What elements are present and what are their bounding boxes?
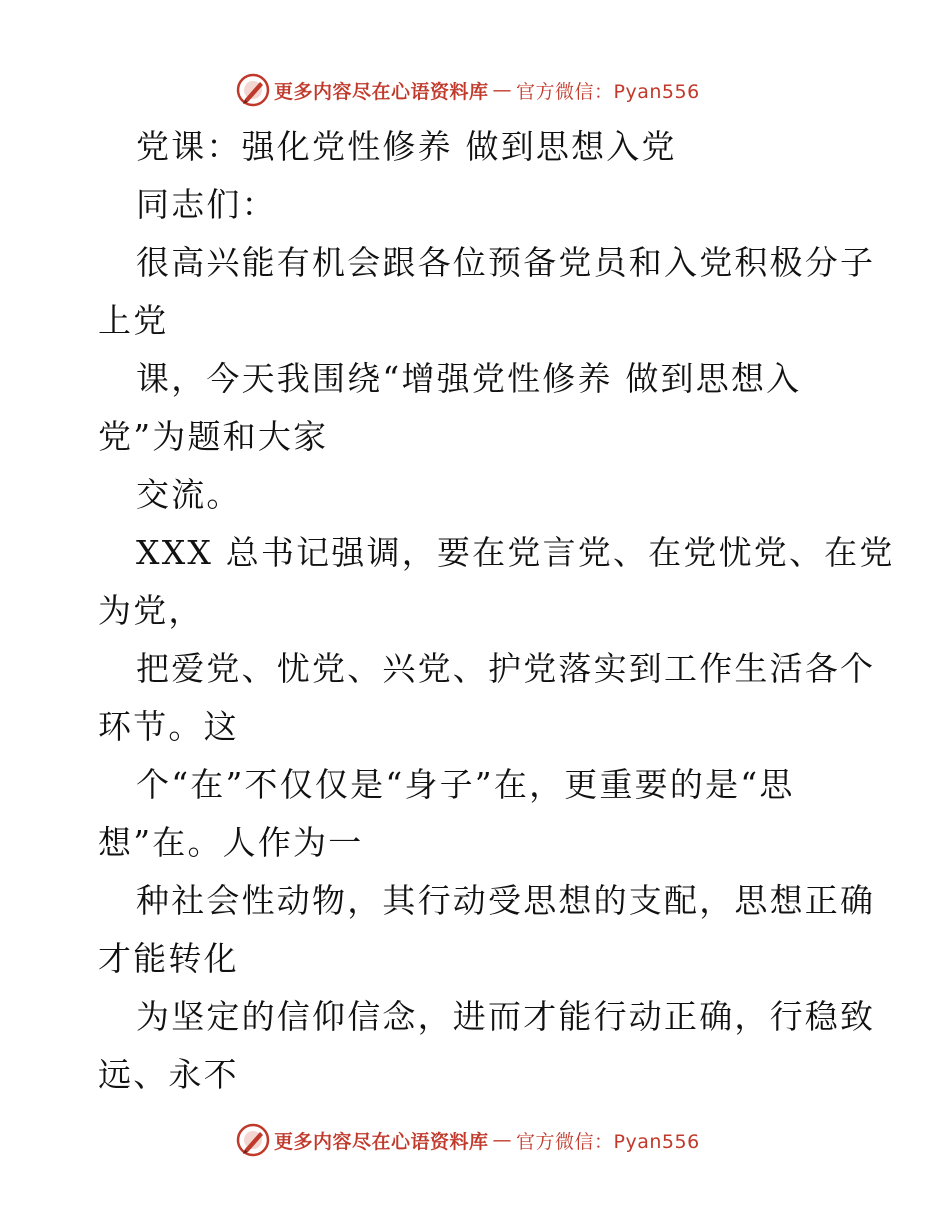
pen-logo-icon	[236, 1123, 270, 1157]
watermark-text: 更多内容尽在心语资料库	[274, 1130, 489, 1153]
watermark-separator: —	[492, 1129, 513, 1151]
watermark-text: 更多内容尽在心语资料库	[274, 80, 489, 103]
text-line: 个“在”不仅仅是“身子”在，更重要的是“思	[136, 765, 795, 804]
watermark-wechat: 官方微信：Pyan556	[516, 1130, 700, 1153]
text-line: 环节。这	[98, 707, 239, 746]
text-line: 课，今天我围绕“增强党性修养 做到思想入	[136, 359, 802, 398]
text-line: 上党	[98, 301, 169, 340]
watermark-separator: —	[492, 79, 513, 101]
text-line: 党课：强化党性修养 做到思想入党	[136, 127, 677, 166]
text-line: 党”为题和大家	[98, 417, 329, 456]
text-line: 同志们：	[136, 185, 277, 224]
text-line: XXX 总书记强调，要在党言党、在党忧党、在党	[136, 533, 895, 572]
footer-watermark	[236, 1122, 700, 1158]
watermark-wechat: 官方微信：Pyan556	[516, 80, 700, 103]
header-watermark	[236, 72, 700, 108]
document-body	[98, 118, 895, 1104]
text-line: 把爱党、忧党、兴党、护党落实到工作生活各个	[136, 649, 876, 688]
text-line: 为坚定的信仰信念，进而才能行动正确，行稳致	[136, 997, 876, 1036]
text-line: 才能转化	[98, 939, 239, 978]
text-line: 交流。	[136, 475, 242, 514]
text-line: 远、永不	[98, 1055, 239, 1094]
text-line: 很高兴能有机会跟各位预备党员和入党积极分子	[136, 243, 876, 282]
text-line: 种社会性动物，其行动受思想的支配，思想正确	[136, 881, 876, 920]
text-line: 为党，	[98, 591, 204, 630]
text-line: 想”在。人作为一	[98, 823, 364, 862]
pen-logo-icon	[236, 73, 270, 107]
